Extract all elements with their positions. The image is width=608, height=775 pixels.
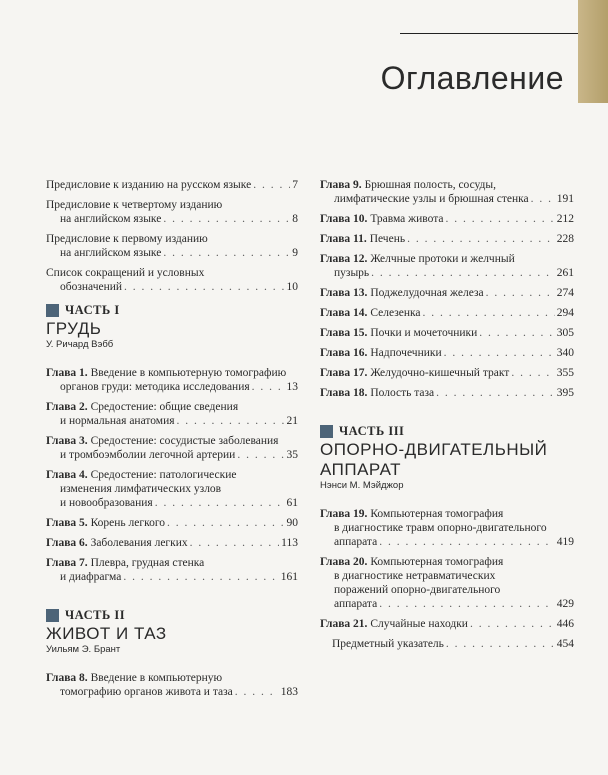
part-name: ОПОРНО-ДВИГАТЕЛЬНЫЙ — [320, 440, 548, 459]
toc-entry-line — [46, 570, 298, 584]
dot-leader — [123, 570, 278, 584]
toc-entry-line-text: на английском языке — [60, 247, 162, 259]
toc-entry-line — [320, 617, 574, 631]
toc-entry-line-text: поражений опорно-двигательного — [334, 584, 501, 596]
page-number: 429 — [556, 598, 574, 610]
chapter-number: Глава 4. — [46, 469, 91, 481]
toc-entry-text — [334, 535, 377, 549]
toc-entry[interactable] — [46, 198, 298, 226]
toc-entry-line-text: Средостение: общие сведения — [90, 401, 239, 413]
toc-entry-line-text: Предисловие к четвертому изданию — [46, 199, 223, 211]
header-rule — [400, 33, 578, 34]
page-number: 446 — [556, 618, 574, 630]
toc-entry-line-text: Введение в компьютерную — [90, 672, 223, 684]
dot-leader — [167, 516, 284, 530]
toc-entry[interactable] — [46, 556, 298, 584]
index-entry[interactable] — [332, 637, 574, 651]
dot-leader — [444, 346, 555, 360]
toc-entry[interactable] — [46, 178, 298, 192]
toc-entry[interactable] — [320, 507, 574, 549]
toc-entry-line — [320, 232, 574, 246]
chapter-number: Глава 19. — [320, 508, 371, 520]
dot-leader — [252, 380, 285, 394]
toc-entry[interactable] — [320, 286, 574, 300]
chapter-number: Глава 2. — [46, 401, 91, 413]
chapter-number: Глава 12. — [320, 253, 371, 265]
toc-entry-text — [60, 280, 122, 294]
toc-entry-text — [46, 233, 208, 245]
toc-entry-line — [46, 671, 298, 685]
toc-entry-text — [46, 367, 286, 379]
dot-leader — [237, 448, 284, 462]
toc-entry-line-text: Почки и мочеточники — [370, 327, 478, 339]
toc-entry-text — [60, 246, 161, 260]
page-number: 61 — [286, 497, 298, 509]
toc-entry-text — [320, 179, 496, 191]
toc-entry-line — [46, 198, 298, 212]
toc-entry-line-text: Полость таза — [370, 387, 435, 399]
toc-entry-line — [320, 569, 574, 583]
toc-entry-line-text: Корень легкого — [90, 517, 166, 529]
toc-entry-line — [46, 380, 298, 394]
dot-leader — [486, 286, 555, 300]
toc-entry-line-text: лимфатические узлы и брюшная стенка — [334, 193, 529, 205]
toc-entry-line-text: и тромбоэмболии легочной артерии — [60, 449, 236, 461]
toc-entry-line — [46, 366, 298, 380]
dot-leader — [479, 326, 554, 340]
toc-entry-line — [320, 535, 574, 549]
part-author: У. Ричард Вэбб — [46, 339, 114, 350]
toc-entry[interactable] — [46, 266, 298, 294]
toc-entry-line-text: томографию органов живота и таза — [60, 686, 233, 698]
toc-entry-text — [60, 685, 233, 699]
toc-entry-line — [46, 536, 298, 550]
toc-entry-text — [320, 306, 421, 320]
page-number: 212 — [556, 213, 574, 225]
dot-leader — [177, 414, 285, 428]
chapter-number: Глава 9. — [320, 179, 365, 191]
chapter-number: Глава 21. — [320, 618, 371, 630]
toc-entry-line-text: Брюшная полость, сосуды, — [364, 179, 497, 191]
toc-entry-text — [320, 346, 442, 360]
dot-leader — [379, 535, 555, 549]
toc-entry-text — [332, 637, 444, 651]
toc-entry-line — [320, 266, 574, 280]
toc-entry-text — [60, 212, 161, 226]
dot-leader — [163, 246, 290, 260]
toc-entry-line-text: в диагностике травм опорно-двигательного — [334, 522, 547, 534]
toc-entry-line-text: Заболевания легких — [90, 537, 188, 549]
chapter-number: Глава 20. — [320, 556, 371, 568]
chapter-number: Глава 1. — [46, 367, 91, 379]
toc-entry-line — [320, 212, 574, 226]
toc-entry-text — [46, 516, 165, 530]
page-title: Оглавление — [380, 60, 564, 96]
toc-entry-line — [320, 386, 574, 400]
part-name: ЖИВОТ И ТАЗ — [46, 624, 167, 643]
part-2-continued — [320, 178, 574, 406]
toc-entry[interactable] — [320, 178, 574, 206]
page-number: 183 — [280, 686, 298, 698]
toc-entry-text — [320, 366, 509, 380]
toc-entry-text — [60, 483, 221, 495]
page-number: 191 — [556, 193, 574, 205]
toc-entry-line-text: и нормальная анатомия — [60, 415, 175, 427]
toc-entry[interactable] — [46, 468, 298, 510]
toc-entry-line — [46, 448, 298, 462]
toc-entry-line — [46, 516, 298, 530]
toc-entry[interactable] — [320, 326, 574, 340]
toc-entry-line — [46, 246, 298, 260]
toc-entry-line — [320, 555, 574, 569]
toc-entry-text — [46, 267, 204, 279]
page-number: 355 — [556, 367, 574, 379]
dot-leader — [155, 496, 285, 510]
chapter-number: Глава 7. — [46, 557, 91, 569]
dot-leader — [423, 306, 555, 320]
toc-entry-line-text: Компьютерная томография — [370, 508, 504, 520]
toc-entry-line-text: Надпочечники — [370, 347, 442, 359]
chapter-number: Глава 6. — [46, 537, 91, 549]
toc-entry-line — [320, 252, 574, 266]
dot-leader — [163, 212, 290, 226]
toc-entry-text — [46, 672, 222, 684]
toc-entry[interactable] — [320, 555, 574, 611]
toc-entry-text — [320, 326, 477, 340]
part-1 — [46, 303, 298, 590]
toc-entry-line-text: Средостение: сосудистые заболевания — [90, 435, 279, 447]
chapter-number: Глава 10. — [320, 213, 371, 225]
dot-leader — [235, 685, 279, 699]
page-number: 419 — [556, 536, 574, 548]
page-number: 261 — [556, 267, 574, 279]
toc-entry-line — [46, 685, 298, 699]
page-number: 161 — [280, 571, 298, 583]
chapter-number: Глава 17. — [320, 367, 371, 379]
toc-entry-text — [46, 401, 238, 413]
toc-entry-text — [334, 584, 500, 596]
toc-entry-text — [334, 266, 369, 280]
toc-entry-text — [46, 557, 204, 569]
toc-entry[interactable] — [46, 671, 298, 699]
toc-entry-line-text: Травма живота — [370, 213, 444, 225]
toc-entry-line — [332, 637, 574, 651]
part-3 — [320, 424, 574, 657]
toc-entry-line — [320, 346, 574, 360]
toc-entry-line-text: Предисловие к изданию на русском языке — [46, 179, 252, 191]
toc-entry-text — [46, 536, 188, 550]
toc-entry-text — [320, 286, 484, 300]
toc-entry-line — [320, 521, 574, 535]
toc-entry-line — [46, 556, 298, 570]
part-author: Уильям Э. Брант — [46, 644, 121, 655]
part-label: ЧАСТЬ I — [65, 303, 120, 317]
toc-entry-text — [46, 435, 278, 447]
toc-entry-line — [46, 212, 298, 226]
chapter-number: Глава 8. — [46, 672, 91, 684]
toc-entry-line — [320, 583, 574, 597]
part-label: ЧАСТЬ III — [339, 424, 405, 438]
toc-entry-line — [320, 366, 574, 380]
toc-entry-line — [46, 280, 298, 294]
toc-entry-line — [46, 266, 298, 280]
page-number: 305 — [556, 327, 574, 339]
toc-entry-line — [46, 482, 298, 496]
chapter-number: Глава 11. — [320, 233, 370, 245]
dot-leader — [446, 212, 555, 226]
toc-entry[interactable] — [320, 386, 574, 400]
toc-entry-text — [60, 570, 121, 584]
page-number: 8 — [292, 213, 298, 225]
toc-entry-line-text: Список сокращений и условных — [46, 267, 205, 279]
toc-entry-line-text: органов груди: методика исследования — [60, 381, 250, 393]
dot-leader — [531, 192, 555, 206]
toc-entry-line-text: Средостение: патологические — [90, 469, 237, 481]
part-heading — [46, 608, 298, 623]
toc-entry-text — [320, 386, 434, 400]
part-2 — [46, 608, 298, 705]
part-marker-icon — [320, 425, 333, 438]
dot-leader — [446, 637, 555, 651]
part-author: Нэнси М. Мэйджор — [320, 480, 404, 491]
toc-entry-line — [320, 286, 574, 300]
chapter-number: Глава 18. — [320, 387, 371, 399]
toc-entry-line-text: обозначений — [60, 281, 123, 293]
toc-entry[interactable] — [46, 232, 298, 260]
toc-entry-line-text: аппарата — [334, 598, 378, 610]
toc-entry-text — [46, 199, 222, 211]
toc-entry-line — [320, 178, 574, 192]
toc-entry-line-text: Желудочно-кишечный тракт — [370, 367, 510, 379]
toc-entry-text — [320, 617, 468, 631]
toc-entry-text — [334, 192, 529, 206]
page-number: 10 — [286, 281, 298, 293]
toc-entry-line — [46, 414, 298, 428]
toc-entry-line-text: Случайные находки — [370, 618, 468, 630]
toc-entry-text — [60, 380, 250, 394]
toc-entry-line — [46, 496, 298, 510]
toc-entry-text — [334, 570, 495, 582]
page-number: 274 — [556, 287, 574, 299]
toc-entry-line-text: пузырь — [334, 267, 370, 279]
chapter-number: Глава 15. — [320, 327, 371, 339]
part-heading — [320, 424, 574, 439]
toc-entry-line-text: Селезенка — [370, 307, 421, 319]
page-number: 9 — [292, 247, 298, 259]
toc-entry-text — [320, 556, 503, 568]
toc-entry-text — [60, 496, 153, 510]
toc-entry-line — [46, 434, 298, 448]
page-number: 340 — [556, 347, 574, 359]
toc-entry-text — [334, 597, 377, 611]
chapter-number: Глава 3. — [46, 435, 91, 447]
chapter-number: Глава 14. — [320, 307, 371, 319]
toc-entry-line — [46, 400, 298, 414]
dot-leader — [511, 366, 554, 380]
page-number: 21 — [286, 415, 298, 427]
toc-entry-line — [46, 178, 298, 192]
toc-entry[interactable] — [46, 434, 298, 462]
toc-entry-line-text: аппарата — [334, 536, 378, 548]
page-number: 7 — [292, 179, 298, 191]
toc-entry-text — [320, 253, 515, 265]
toc-entry[interactable] — [46, 516, 298, 530]
part-name: АППАРАТ — [320, 460, 402, 479]
dot-leader — [190, 536, 280, 550]
part-name: ГРУДЬ — [46, 319, 102, 338]
toc-entry[interactable] — [320, 212, 574, 226]
chapter-number: Глава 13. — [320, 287, 371, 299]
toc-entry-text — [46, 469, 236, 481]
toc-entry-line — [320, 326, 574, 340]
page-number: 90 — [286, 517, 298, 529]
toc-entry-line-text: Компьютерная томография — [370, 556, 504, 568]
page-number: 294 — [556, 307, 574, 319]
dot-leader — [470, 617, 555, 631]
part-marker-icon — [46, 304, 59, 317]
toc-entry-text — [320, 508, 503, 520]
page-number: 35 — [286, 449, 298, 461]
toc-entry-line-text: Поджелудочная железа — [370, 287, 484, 299]
dot-leader — [253, 178, 290, 192]
chapter-number: Глава 5. — [46, 517, 91, 529]
toc-entry-text — [320, 232, 405, 246]
chapter-number: Глава 16. — [320, 347, 371, 359]
toc-entry[interactable] — [320, 306, 574, 320]
toc-entry-line — [46, 468, 298, 482]
toc-entry[interactable] — [46, 366, 298, 394]
toc-entry-text — [320, 212, 444, 226]
dot-leader — [407, 232, 555, 246]
toc-entry[interactable] — [320, 346, 574, 360]
part-heading — [46, 303, 298, 318]
toc-entry[interactable] — [320, 252, 574, 280]
page-number: 454 — [556, 638, 574, 650]
toc-entry-line — [320, 507, 574, 521]
corner-ribbon — [578, 0, 608, 103]
toc-entry[interactable] — [320, 232, 574, 246]
toc-entry-text — [60, 414, 175, 428]
intro-list — [46, 178, 298, 300]
toc-entry[interactable] — [46, 536, 298, 550]
toc-entry-line-text: Предметный указатель — [332, 638, 444, 650]
toc-entry[interactable] — [46, 400, 298, 428]
toc-entry-line — [320, 192, 574, 206]
toc-entry-line-text: Печень — [369, 233, 406, 245]
part-label: ЧАСТЬ II — [65, 608, 126, 622]
toc-entry[interactable] — [320, 617, 574, 631]
toc-entry-line-text: Желчные протоки и желчный — [370, 253, 515, 265]
toc-entry-line — [320, 597, 574, 611]
toc-entry-line — [320, 306, 574, 320]
page-number: 228 — [556, 233, 574, 245]
toc-entry-text — [60, 448, 235, 462]
page-number: 113 — [281, 537, 298, 549]
part-marker-icon — [46, 609, 59, 622]
toc-entry-line-text: в диагностике нетравматических — [334, 570, 496, 582]
toc-entry-line-text: Плевра, грудная стенка — [90, 557, 205, 569]
dot-leader — [436, 386, 555, 400]
page-number: 13 — [286, 381, 298, 393]
toc-entry-text — [46, 178, 251, 192]
dot-leader — [371, 266, 555, 280]
toc-entry-line — [46, 232, 298, 246]
toc-entry-line-text: и диафрагма — [60, 571, 122, 583]
toc-entry-line-text: Предисловие к первому изданию — [46, 233, 208, 245]
dot-leader — [124, 280, 284, 294]
toc-entry[interactable] — [320, 366, 574, 380]
dot-leader — [379, 597, 555, 611]
toc-entry-line-text: изменения лимфатических узлов — [60, 483, 222, 495]
toc-entry-line-text: на английском языке — [60, 213, 162, 225]
toc-entry-line-text: Введение в компьютерную томографию — [90, 367, 287, 379]
toc-entry-text — [334, 522, 547, 534]
page-number: 395 — [556, 387, 574, 399]
toc-entry-line-text: и новообразования — [60, 497, 153, 509]
